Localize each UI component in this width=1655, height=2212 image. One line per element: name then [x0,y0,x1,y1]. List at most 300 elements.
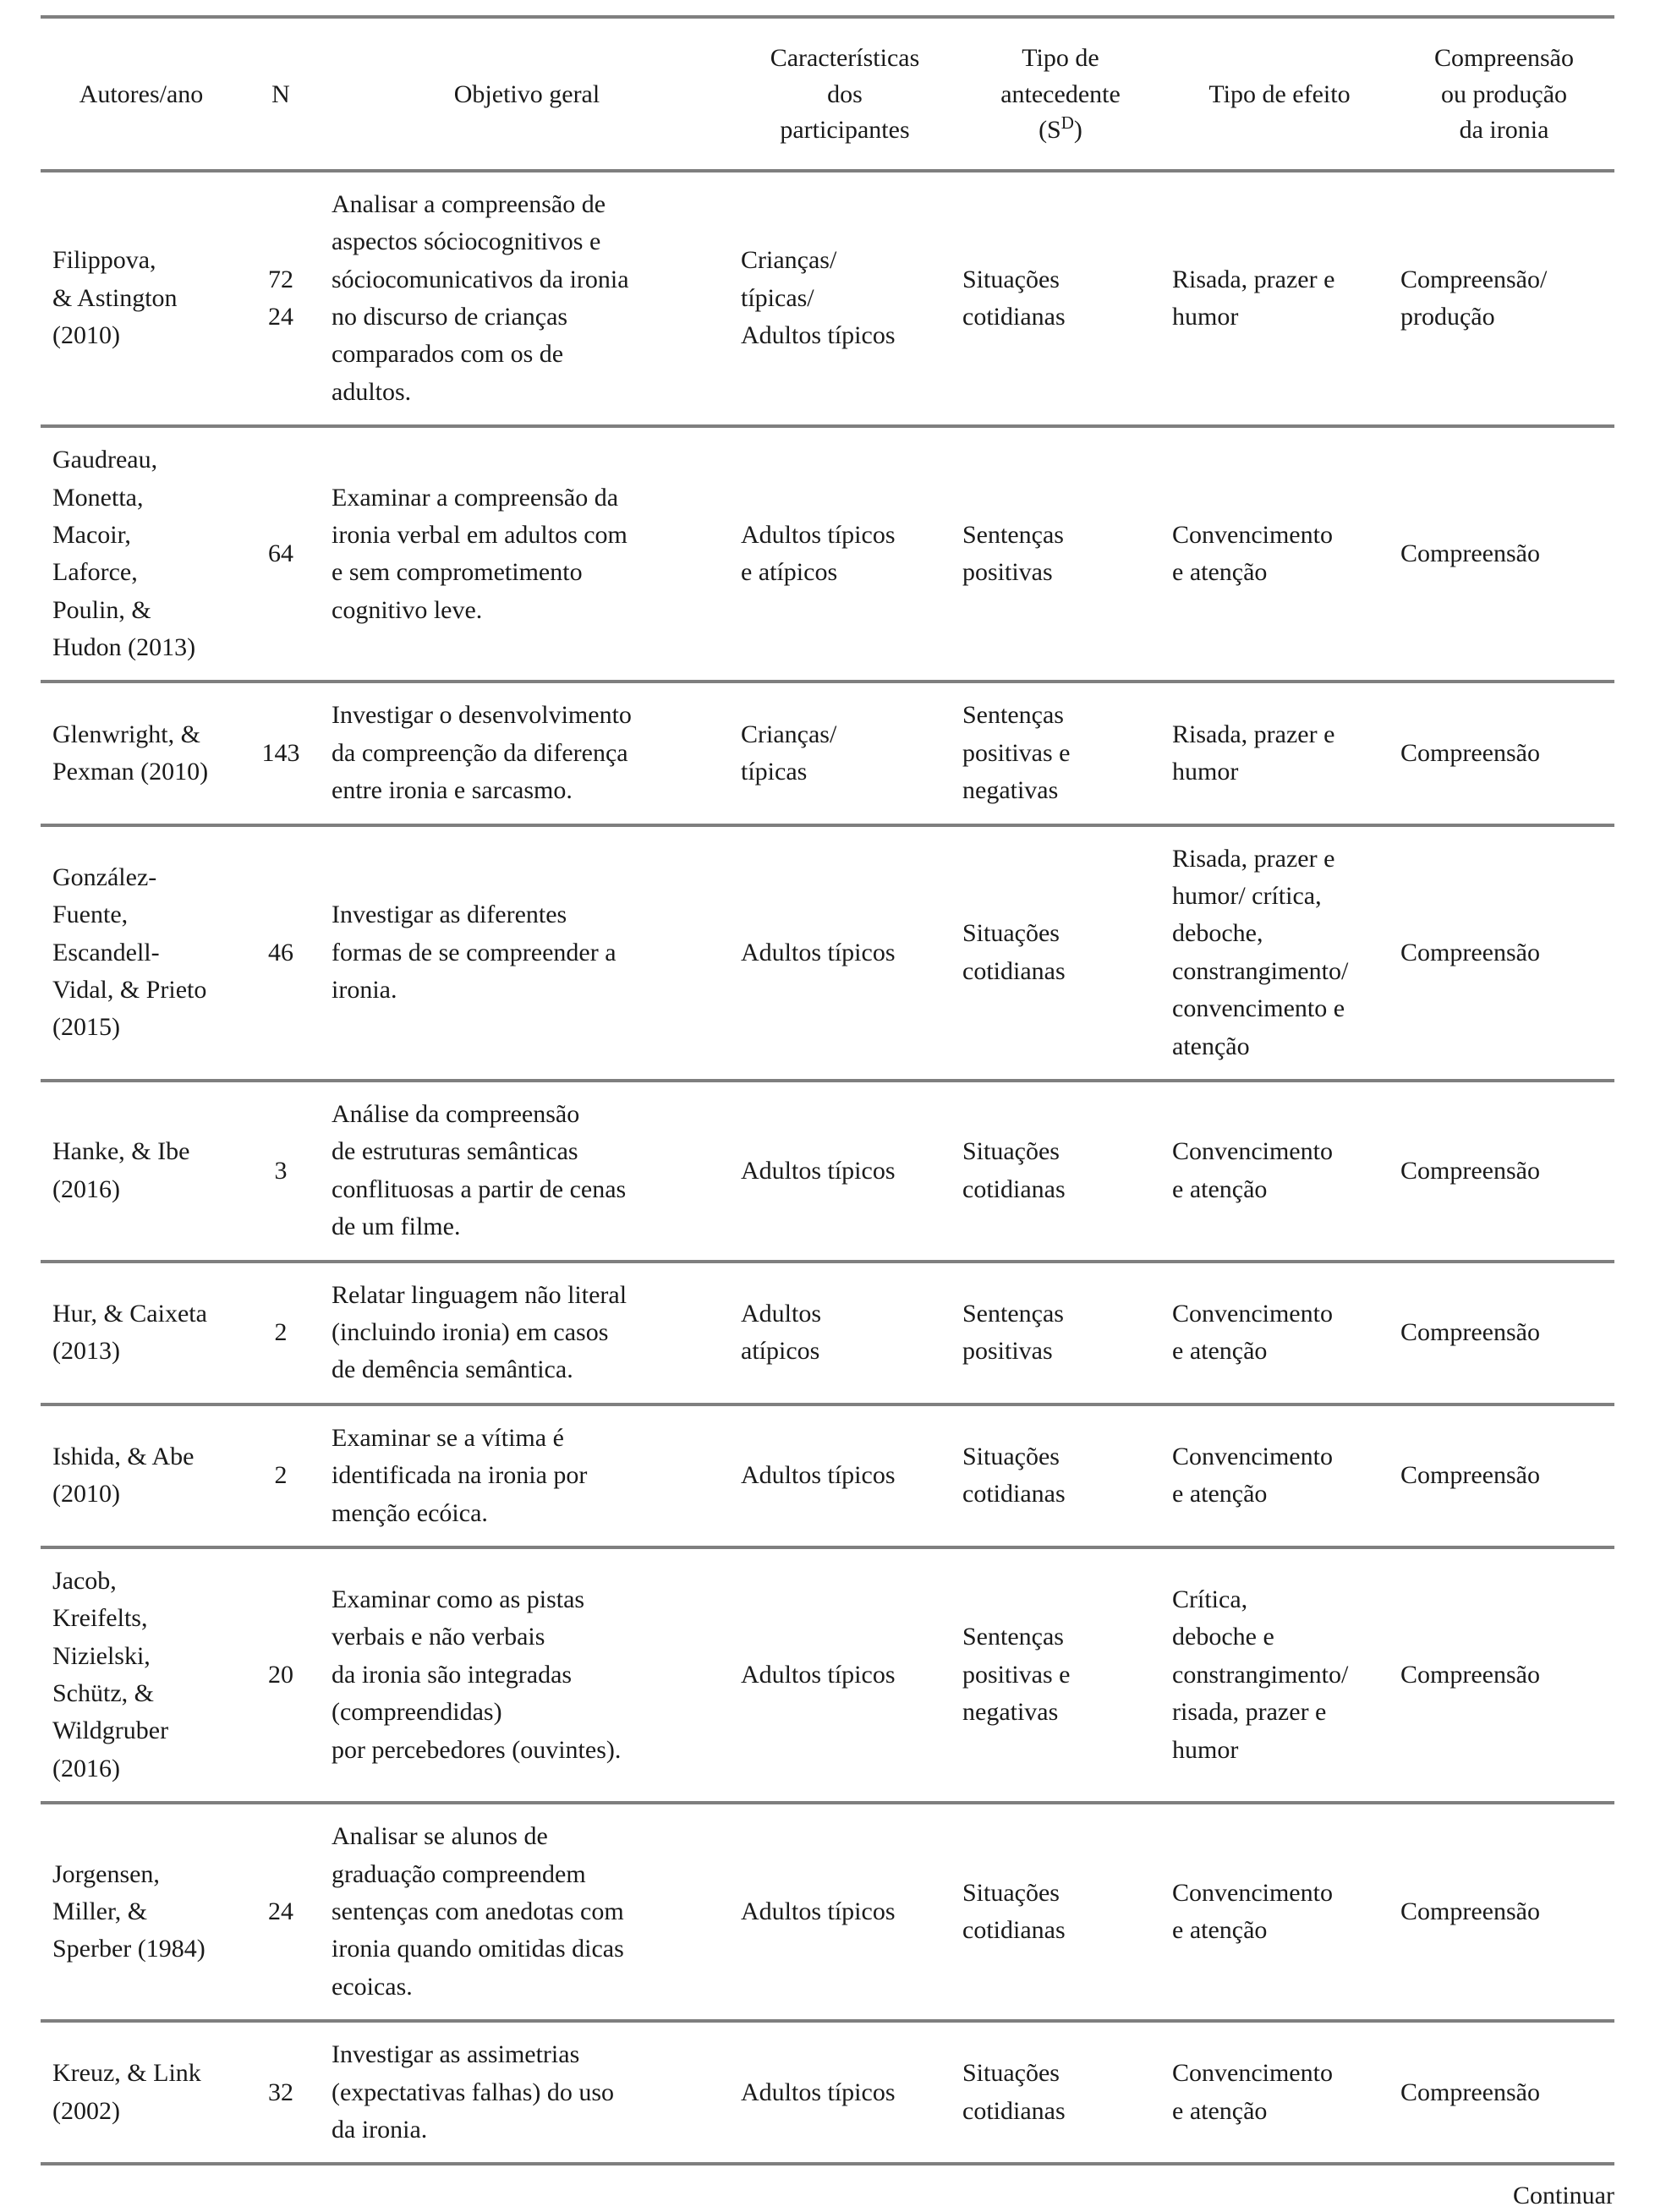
header-line: antecedente [1000,79,1121,108]
header-line: Características [770,44,920,72]
header-line: participantes [780,116,910,145]
cell-line: Laforce, [52,558,138,587]
cell-line: formas de se compreender a [332,938,617,966]
cell-line: atípicos [741,1337,820,1366]
cell-line: 2 [274,1461,288,1490]
header-line: Tipo de efeito [1208,79,1351,108]
cell-autores [41,1262,242,1404]
cell-line: (2010) [52,321,120,350]
cell-objetivo [320,682,734,824]
cell-line: Examinar a compreensão da [332,483,619,512]
cell-line: Adultos típicos [741,2078,896,2106]
cell-line: ecoicas. [332,1972,413,2001]
cell-line: Adultos típicos [741,1156,896,1185]
cell-line: constrangimento/ [1172,1660,1349,1689]
column-header-autores [41,17,242,171]
cell-line: Compreensão [1400,1660,1540,1689]
cell-line: 46 [268,938,293,966]
table-row [41,1081,1614,1262]
cell-line: por percebedores (ouvintes). [332,1735,622,1764]
cell-line: Nizielski, [52,1641,151,1670]
cell-objetivo [320,825,734,1081]
cell-line: Hudon (2013) [52,633,196,662]
cell-text [52,441,233,666]
cell-text [52,1295,233,1371]
cell-line: de um filme. [332,1213,461,1241]
cell-line: 24 [268,302,293,331]
cell-text [332,697,726,809]
cell-compreensao [1394,1262,1614,1404]
cell-compreensao [1394,171,1614,426]
cell-n [242,682,320,824]
cell-line: de estruturas semânticas [332,1137,578,1166]
cell-line: Compreensão [1400,738,1540,767]
cell-line: Adultos típicos [741,520,896,549]
cell-antecedente [956,1404,1165,1547]
continuation-note: Continuar [1513,2182,1614,2210]
cell-line: Jorgensen, [52,1859,160,1888]
cell-autores [41,1547,242,1803]
cell-line: Vidal, & Prieto [52,976,207,1004]
cell-text [741,934,947,972]
column-header-objetivo [320,17,734,171]
cell-line: Risada, prazer e [1172,265,1335,293]
cell-compreensao [1394,426,1614,682]
cell-line: 3 [274,1156,288,1185]
cell-line: Crianças/ [741,246,837,275]
cell-autores [41,426,242,682]
cell-line: Monetta, [52,483,144,512]
cell-line: e atenção [1172,1480,1268,1508]
cell-text [250,2074,311,2111]
cell-line: adultos. [332,377,412,406]
cell-text [962,915,1157,990]
header-line: Tipo de [1022,44,1099,72]
cell-text [52,1438,233,1514]
cell-autores [41,682,242,824]
cell-line: Jacob, [52,1566,117,1595]
cell-line: & Astington [52,283,178,312]
header-line: Autores/ano [79,79,204,108]
cell-text [1172,1438,1385,1514]
cell-line: e atenção [1172,558,1268,587]
cell-text [741,1153,947,1190]
cell-line: e sem comprometimento [332,558,583,587]
cell-line: Risada, prazer e [1172,844,1335,873]
cell-text [962,1133,1157,1208]
cell-text [1172,517,1385,592]
column-header-text [49,77,233,113]
cell-line: Compreensão/ [1400,265,1548,293]
column-header-efeito [1165,17,1394,171]
cell-text [52,1563,233,1788]
cell-efeito [1165,1262,1394,1404]
cell-line: (2002) [52,2096,120,2125]
cell-text [741,1656,947,1694]
cell-text [52,716,233,791]
cell-line: Compreensão [1400,1156,1540,1185]
cell-text [962,1618,1157,1731]
cell-line: graduação compreendem [332,1859,586,1888]
cell-autores [41,1404,242,1547]
cell-text [52,242,233,354]
cell-line: Investigar o desenvolvimento [332,701,632,730]
cell-line: Situações [962,1137,1060,1166]
cell-line: (2010) [52,1480,120,1508]
cell-participantes [734,682,956,824]
superscript-d: D [1060,112,1074,134]
cell-text [1172,2055,1385,2130]
column-header-text [1174,77,1385,113]
cell-line: comparados com os de [332,340,564,369]
cell-n [242,1547,320,1803]
cell-antecedente [956,682,1165,824]
cell-text [1172,1581,1385,1769]
cell-line: típicas [741,758,808,786]
cell-line: da ironia são integradas [332,1660,573,1689]
cell-line: da compreenção da diferença [332,738,628,767]
table-row [41,426,1614,682]
cell-line: Compreensão [1400,1317,1540,1346]
cell-efeito [1165,426,1394,682]
cell-line: positivas e [962,738,1071,767]
cell-n [242,1803,320,2021]
header-line: Compreensão [1434,44,1574,72]
document-page [0,15,1655,2210]
cell-efeito [1165,2021,1394,2164]
column-header-text [1402,41,1606,149]
cell-line: e atenção [1172,1337,1268,1366]
cell-line: convencimento e [1172,994,1345,1023]
cell-n [242,1262,320,1404]
cell-objetivo [320,1547,734,1803]
cell-text [741,1457,947,1494]
column-header-antecedente [956,17,1165,171]
cell-line: Situações [962,1878,1060,1907]
cell-objetivo [320,1081,734,1262]
cell-line: Convencimento [1172,520,1333,549]
cell-text [1172,1133,1385,1208]
column-header-text [250,77,311,113]
cell-line: Situações [962,919,1060,948]
cell-n [242,171,320,426]
cell-efeito [1165,1081,1394,1262]
cell-compreensao [1394,682,1614,824]
cell-line: típicas/ [741,283,814,312]
cell-line: (incluindo ironia) em casos [332,1317,609,1346]
cell-line: e atenção [1172,2096,1268,2125]
cell-text [250,1893,311,1930]
cell-text [741,1893,947,1930]
cell-text [332,2036,726,2149]
table-row [41,1404,1614,1547]
table-body [41,171,1614,2165]
cell-text [962,1438,1157,1514]
cell-line: no discurso de crianças [332,302,568,331]
cell-line: Macoir, [52,520,131,549]
cell-line: entre ironia e sarcasmo. [332,776,573,805]
cell-antecedente [956,825,1165,1081]
cell-text [1172,716,1385,791]
cell-line: Compreensão [1400,938,1540,966]
cell-text [1400,535,1606,572]
cell-line: González- [52,862,157,891]
cell-line: 24 [268,1897,293,1926]
column-header-text [964,41,1157,149]
cell-line: negativas [962,1698,1059,1727]
cell-line: Investigar as diferentes [332,901,567,929]
cell-line: Kreifelts, [52,1604,148,1633]
cell-text [1172,1295,1385,1371]
cell-line: Compreensão [1400,539,1540,568]
cell-efeito [1165,1803,1394,2021]
cell-text [1172,840,1385,1065]
cell-antecedente [956,171,1165,426]
cell-text [332,1420,726,1532]
cell-line: risada, prazer e [1172,1698,1327,1727]
cell-line: Fuente, [52,901,129,929]
cell-line: Investigar as assimetrias [332,2040,580,2069]
table-row [41,825,1614,1081]
cell-text [250,1153,311,1190]
cell-efeito [1165,682,1394,824]
cell-line: Sperber (1984) [52,1935,206,1963]
cell-text [250,1314,311,1351]
cell-compreensao [1394,825,1614,1081]
cell-line: humor [1172,758,1239,786]
cell-line: positivas [962,1337,1053,1366]
cell-line: Gaudreau, [52,446,158,474]
cell-efeito [1165,171,1394,426]
cell-text [250,1457,311,1494]
cell-text [52,1133,233,1208]
cell-text [741,2074,947,2111]
cell-line: produção [1400,302,1495,331]
cell-efeito [1165,825,1394,1081]
cell-line: 64 [268,539,293,568]
cell-text [52,1856,233,1968]
cell-text [332,1277,726,1389]
cell-line: humor [1172,302,1239,331]
cell-antecedente [956,1262,1165,1404]
column-header-n [242,17,320,171]
cell-line: Situações [962,2059,1060,2088]
cell-line: positivas [962,558,1053,587]
cell-objetivo [320,2021,734,2164]
cell-text [52,859,233,1047]
cell-line: humor/ crítica, [1172,882,1322,911]
cell-text [332,1818,726,2006]
cell-text [1400,1457,1606,1494]
cell-line: positivas e [962,1660,1071,1689]
cell-text [250,934,311,972]
cell-line: Poulin, & [52,595,151,624]
cell-text [332,1096,726,1246]
cell-text [1400,261,1606,337]
cell-line: e atenção [1172,1174,1268,1203]
cell-participantes [734,1081,956,1262]
cell-antecedente [956,1547,1165,1803]
cell-text [1172,1875,1385,1950]
table-header [41,17,1614,171]
cell-line: Relatar linguagem não literal [332,1280,627,1309]
cell-line: negativas [962,776,1059,805]
cell-line: Examinar como as pistas [332,1585,585,1614]
cell-line: cotidianas [962,1916,1066,1945]
table-row [41,1803,1614,2021]
cell-line: deboche, [1172,919,1263,948]
cell-line: Convencimento [1172,1442,1333,1470]
cell-line: Schütz, & [52,1679,154,1708]
cell-text [1400,1656,1606,1694]
cell-line: Sentenças [962,520,1064,549]
header-line: $(S^D)$ [1038,112,1082,145]
cell-n [242,825,320,1081]
cell-line: Adultos típicos [741,1897,896,1926]
cell-line: Convencimento [1172,1878,1333,1907]
table-row [41,2021,1614,2164]
cell-line: constrangimento/ [1172,956,1349,985]
cell-line: Adultos típicos [741,321,896,350]
cell-compreensao [1394,1404,1614,1547]
cell-text [1172,261,1385,337]
cell-line: da ironia. [332,2115,428,2144]
cell-line: cotidianas [962,302,1066,331]
cell-line: Examinar se a vítima é [332,1423,564,1452]
cell-objetivo [320,1404,734,1547]
cell-line: Escandell- [52,938,160,966]
cell-line: Sentenças [962,1299,1064,1328]
cell-participantes [734,1404,956,1547]
cell-text [250,535,311,572]
table-row [41,1547,1614,1803]
cell-text [332,186,726,411]
cell-n [242,426,320,682]
cell-line: Sentenças [962,701,1064,730]
cell-text [250,1656,311,1694]
cell-objetivo [320,426,734,682]
cell-text [332,896,726,1009]
cell-line: Miller, & [52,1897,148,1926]
cell-autores [41,825,242,1081]
cell-objetivo [320,1803,734,2021]
cell-participantes [734,1547,956,1803]
cell-line: Risada, prazer e [1172,720,1335,748]
cell-line: Compreensão [1400,1461,1540,1490]
cell-compreensao [1394,1803,1614,2021]
cell-line: conflituosas a partir de cenas [332,1174,627,1203]
cell-antecedente [956,426,1165,682]
table-row [41,682,1614,824]
cell-line: 143 [261,738,300,767]
cell-line: Análise da compreensão [332,1099,580,1128]
cell-line: (2016) [52,1754,120,1782]
header-line: Objetivo geral [453,79,600,108]
header-line: da ironia [1459,116,1549,145]
header-line: N [271,79,290,108]
cell-autores [41,1803,242,2021]
cell-line: Compreensão [1400,2078,1540,2106]
cell-text [1400,934,1606,972]
cell-line: Convencimento [1172,1299,1333,1328]
cell-participantes [734,2021,956,2164]
cell-line: Filippova, [52,246,156,275]
cell-antecedente [956,1081,1165,1262]
cell-line: verbais e não verbais [332,1623,545,1651]
cell-line: Ishida, & Abe [52,1442,195,1470]
cell-text [250,735,311,772]
cell-line: Sentenças [962,1623,1064,1651]
literature-review-table [41,15,1614,2165]
cell-participantes [734,825,956,1081]
cell-line: Pexman (2010) [52,758,209,786]
cell-line: sóciocomunicativos da ironia [332,265,629,293]
cell-line: Adultos [741,1299,822,1328]
cell-line: Situações [962,1442,1060,1470]
column-header-compreensao [1394,17,1614,171]
cell-n [242,1404,320,1547]
cell-line: Kreuz, & Link [52,2059,201,2088]
header-line: ou produção [1440,79,1568,108]
cell-line: Convencimento [1172,1137,1333,1166]
cell-line: (2015) [52,1013,120,1042]
cell-text [332,479,726,630]
cell-text [1400,1893,1606,1930]
cell-antecedente [956,1803,1165,2021]
column-header-text [743,41,947,149]
cell-participantes [734,426,956,682]
cell-line: Crianças/ [741,720,837,748]
cell-line: cotidianas [962,956,1066,985]
cell-participantes [734,1803,956,2021]
cell-line: Glenwright, & [52,720,200,748]
cell-line: de demência semântica. [332,1355,573,1384]
cell-participantes [734,171,956,426]
cell-text [332,1581,726,1769]
table-row [41,1262,1614,1404]
cell-line: e atípicos [741,558,838,587]
cell-line: 72 [268,265,293,293]
cell-line: ironia quando omitidas dicas [332,1935,624,1963]
cell-text [741,517,947,592]
cell-line: deboche e [1172,1623,1274,1651]
cell-autores [41,171,242,426]
cell-line: cotidianas [962,1174,1066,1203]
cell-text [962,697,1157,809]
cell-text [52,2055,233,2130]
cell-line: Analisar a compreensão de [332,189,606,218]
cell-line: cognitivo leve. [332,595,483,624]
cell-text [250,261,311,337]
cell-text [741,1295,947,1371]
cell-line: Adultos típicos [741,938,896,966]
cell-line: Adultos típicos [741,1461,896,1490]
column-header-text [328,77,726,113]
cell-line: 2 [274,1317,288,1346]
cell-line: (expectativas falhas) do uso [332,2078,615,2106]
cell-n [242,1081,320,1262]
cell-compreensao [1394,1081,1614,1262]
table-row [41,171,1614,426]
cell-line: aspectos sóciocognitivos e [332,227,601,256]
cell-antecedente [956,2021,1165,2164]
cell-n [242,2021,320,2164]
cell-text [1400,1314,1606,1351]
cell-line: (compreendidas) [332,1698,502,1727]
header-line: dos [827,79,863,108]
cell-line: e atenção [1172,1916,1268,1945]
cell-compreensao [1394,1547,1614,1803]
